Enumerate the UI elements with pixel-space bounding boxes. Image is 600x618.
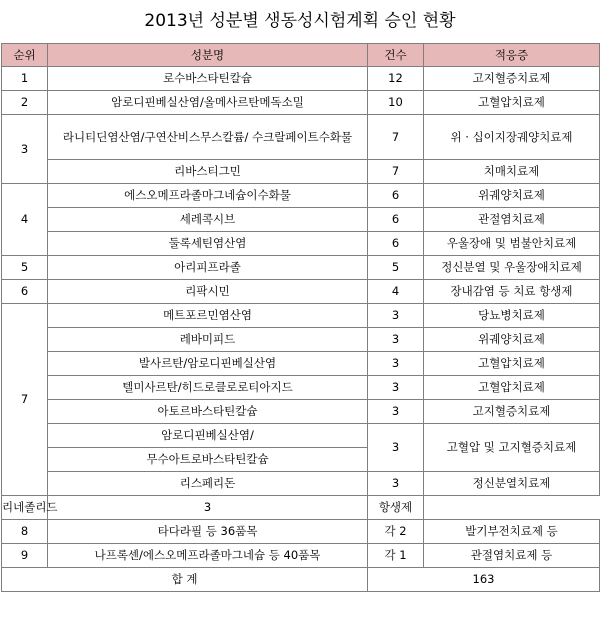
indication-cell: 위궤양치료제: [424, 184, 600, 208]
header-count: 건수: [368, 44, 424, 67]
indication-cell: 장내감염 등 치료 항생제: [424, 280, 600, 304]
table-header-row: [2, 44, 600, 67]
count-cell: 7: [368, 160, 424, 184]
total-label: 합 계: [2, 568, 368, 592]
count-cell: 5: [368, 256, 424, 280]
count-cell: 각 2: [368, 520, 424, 544]
page-title: 2013년 성분별 생동성시험계획 승인 현황: [144, 11, 456, 31]
table-row: [2, 400, 600, 424]
count-cell: 4: [368, 280, 424, 304]
rank-cell: 6: [2, 280, 48, 304]
ingredient-cell: 발사르탄/암로디핀베실산염: [48, 352, 368, 376]
header-ingredient: 성분명: [48, 44, 368, 67]
table-row: [2, 328, 600, 352]
header-indication: 적응증: [424, 44, 600, 67]
table-row: [2, 352, 600, 376]
indication-cell: 위 · 십이지장궤양치료제: [424, 115, 600, 160]
table-row: [2, 184, 600, 208]
count-cell: 3: [368, 424, 424, 472]
ingredient-cell: 리바스티그민: [48, 160, 368, 184]
table-row: [2, 424, 600, 448]
table-row: [2, 544, 600, 568]
count-cell: 3: [368, 328, 424, 352]
count-cell: 3: [368, 400, 424, 424]
indication-cell: 고혈압치료제: [424, 376, 600, 400]
ingredient-cell: 아리피프라졸: [48, 256, 368, 280]
count-cell: 7: [368, 115, 424, 160]
table-row: [2, 91, 600, 115]
ingredient-cell: 아토르바스타틴칼슘: [48, 400, 368, 424]
indication-cell: 관절염치료제: [424, 208, 600, 232]
rank-cell: 3: [2, 115, 48, 184]
indication-cell: 고지혈증치료제: [424, 67, 600, 91]
ingredient-cell: 둘록세틴염산염: [48, 232, 368, 256]
count-cell: 3: [368, 352, 424, 376]
count-cell: 3: [48, 496, 368, 520]
table-row: [2, 520, 600, 544]
count-cell: 6: [368, 208, 424, 232]
indication-cell: 위궤양치료제: [424, 328, 600, 352]
indication-cell: 당뇨병치료제: [424, 304, 600, 328]
table-row: [2, 304, 600, 328]
rank-cell: 1: [2, 67, 48, 91]
indication-cell: 고혈압 및 고지혈증치료제: [424, 424, 600, 472]
ingredient-cell: 암로디핀베실산염/: [48, 424, 368, 448]
count-cell: 6: [368, 232, 424, 256]
rank-cell: 2: [2, 91, 48, 115]
ingredient-cell: 에스오메프라졸마그네슘이수화물: [48, 184, 368, 208]
count-cell: 3: [368, 472, 424, 496]
table-row: [2, 496, 600, 520]
table-row: [2, 256, 600, 280]
table-row: [2, 232, 600, 256]
rank-cell: 7: [2, 304, 48, 496]
table-row: [2, 280, 600, 304]
ingredient-cell: 암로디핀베실산염/올메사르탄메독소밀: [48, 91, 368, 115]
indication-cell: 항생제: [368, 496, 424, 520]
table-row: [2, 376, 600, 400]
count-cell: 3: [368, 376, 424, 400]
count-cell: 3: [368, 304, 424, 328]
rank-cell: 8: [2, 520, 48, 544]
indication-cell: 정신분열 및 우울장애치료제: [424, 256, 600, 280]
ingredient-cell: 리네졸리드: [2, 496, 48, 520]
rank-cell: 9: [2, 544, 48, 568]
table-row: [2, 67, 600, 91]
ingredient-cell: 라니티딘염산염/구연산비스무스칼륨/ 수크랄페이트수화물: [48, 115, 368, 160]
approval-table: [1, 43, 600, 592]
ingredient-cell: 나프록센/에스오메프라졸마그네슘 등 40품목: [48, 544, 368, 568]
ingredient-cell: 무수아트로바스타틴칼슘: [48, 448, 368, 472]
ingredient-cell: 세레콕시브: [48, 208, 368, 232]
ingredient-cell: 리스페리돈: [48, 472, 368, 496]
total-value: 163: [368, 568, 600, 592]
indication-cell: 고혈압치료제: [424, 91, 600, 115]
ingredient-cell: 로수바스타틴칼슘: [48, 67, 368, 91]
table-row: [2, 160, 600, 184]
indication-cell: 치매치료제: [424, 160, 600, 184]
indication-cell: 정신분열치료제: [424, 472, 600, 496]
header-rank: 순위: [2, 44, 48, 67]
ingredient-cell: 리팍시민: [48, 280, 368, 304]
indication-cell: 고지혈증치료제: [424, 400, 600, 424]
ingredient-cell: 메트포르민염산염: [48, 304, 368, 328]
indication-cell: 고혈압치료제: [424, 352, 600, 376]
indication-cell: 관절염치료제 등: [424, 544, 600, 568]
table-row: [2, 115, 600, 160]
ingredient-cell: 타다라필 등 36품목: [48, 520, 368, 544]
ingredient-cell: 텔미사르탄/히드로클로로티아지드: [48, 376, 368, 400]
ingredient-cell: 레바미피드: [48, 328, 368, 352]
table-row: [2, 472, 600, 496]
total-row: [2, 568, 600, 592]
table-row: [2, 208, 600, 232]
rank-cell: 5: [2, 256, 48, 280]
count-cell: 12: [368, 67, 424, 91]
indication-cell: 발기부전치료제 등: [424, 520, 600, 544]
rank-cell: 4: [2, 184, 48, 256]
count-cell: 10: [368, 91, 424, 115]
indication-cell: 우울장애 및 범불안치료제: [424, 232, 600, 256]
count-cell: 6: [368, 184, 424, 208]
count-cell: 각 1: [368, 544, 424, 568]
